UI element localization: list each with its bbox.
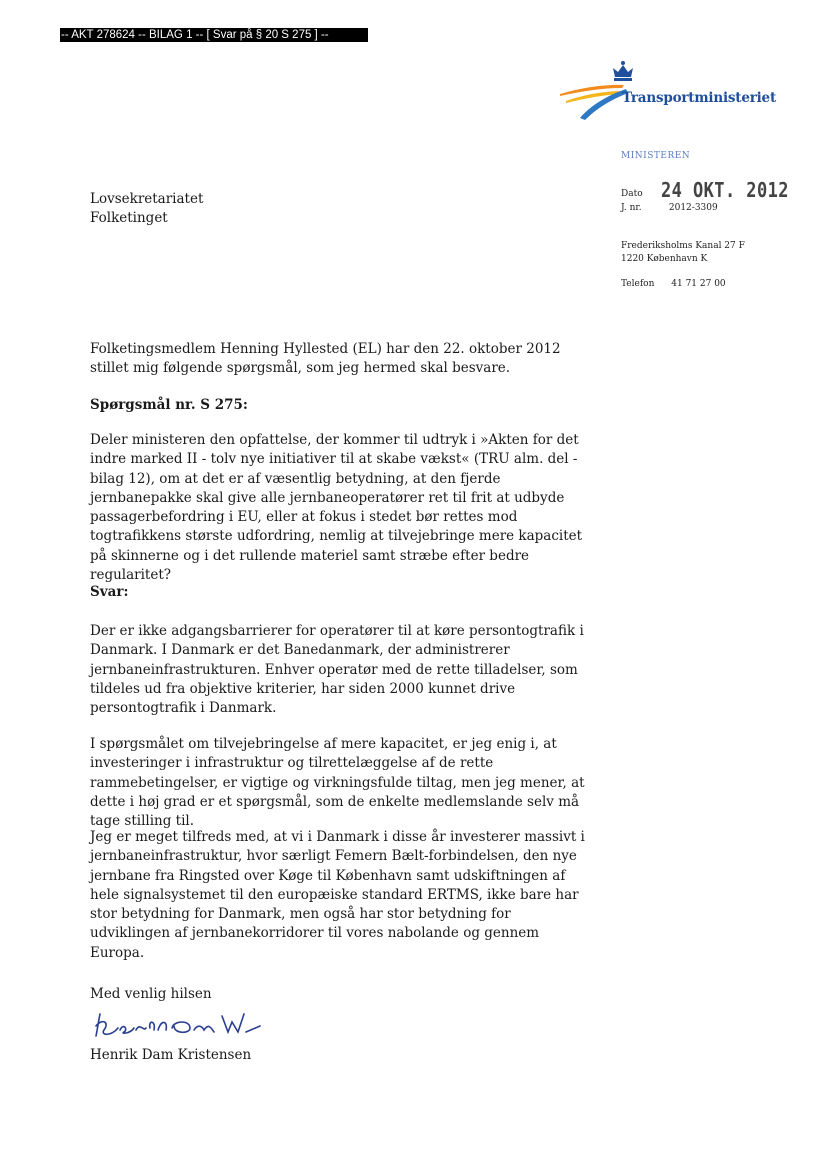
sender-address <box>621 240 745 265</box>
date-row <box>621 189 653 199</box>
phone-label: Telefon <box>621 279 655 289</box>
recipient-line2: Folketinget <box>90 210 168 226</box>
signer-name: Henrik Dam Kristensen <box>90 1047 252 1063</box>
question-paragraph: Deler ministeren den opfattelse, der kommer til udtryk i »Akten for det indre marked II - tolv nye initiativer til at skabe vækst« (TRU alm. del - bilag 12), om at det er af væsentlig betydning, at den fjerde jernbanepakke skal give alle jernbaneoperatører ret til frit at udbyde passagerbefordring i EU, eller at fokus i stedet bør rettes mod togtrafikkens største udfordring, nemlig at tilvejebringe mere kapacitet på skinnerne og i det rullende materiel samt stræbe efter bedre regularitet? <box>90 432 583 584</box>
answer-paragraph-2: I spørgsmålet om tilvejebringelse af mere kapacitet, er jeg enig i, at investeringer i infrastruktur og tilrettelæggelse af de rette rammebetingelser, er vigtige og virkningsfulde tiltag, men jeg mener, at dette i høj grad er et spørgsmål, som de enkelte medlemslande selv må tage stilling til. <box>90 736 585 830</box>
crown-icon <box>613 61 633 81</box>
case-banner: -- AKT 278624 -- BILAG 1 -- [ Svar på § 20 S 275 ] -- <box>60 28 368 42</box>
closing: Med venlig hilsen <box>90 986 212 1002</box>
question-heading: Spørgsmål nr. S 275: <box>90 397 248 413</box>
recipient-line1: Lovsekretariatet <box>90 191 204 207</box>
answer-paragraph-3: Jeg er meget tilfreds med, at vi i Danmark i disse år investerer massivt i jernbaneinfrastruktur, hvor særligt Femern Bælt-forbindelsen, den nye jernbane fra Ringsted over Køge til København samt udskiftningen af hele signalsystemet til den europæiske standard ERTMS, ikke bare har stor betydning for Danmark, men også har stor betydning for udviklingen af jernbanekorridorer til vores nabolande og gennem Europa. <box>90 829 585 961</box>
date-stamp: 24 OKT. 2012 <box>661 178 789 202</box>
phone-row <box>621 279 726 289</box>
phone-value: 41 71 27 00 <box>671 279 726 289</box>
jnr-label: J. nr. <box>621 203 642 213</box>
recipient-block <box>90 190 203 228</box>
address-line2: 1220 København K <box>621 253 708 264</box>
answer-paragraph-1: Der er ikke adgangsbarrierer for operatører til at køre persontogtrafik i Danmark. I Danmark er det Banedanmark, der administrerer jernbaneinfrastrukturen. Enhver operatør med de rette tilladelser, som tildeles ud fra objektive kriterier, har siden 2000 kunnet drive persontogtrafik i Danmark. <box>90 623 584 717</box>
jnr-value: 2012-3309 <box>668 203 718 213</box>
answer-heading: Svar: <box>90 584 129 600</box>
address-line1: Frederiksholms Kanal 27 F <box>621 241 745 251</box>
date-label: Dato <box>621 189 643 199</box>
handwritten-signature <box>90 1008 270 1042</box>
jnr-row <box>621 203 718 213</box>
intro-paragraph: Folketingsmedlem Henning Hyllested (EL) har den 22. oktober 2012 stillet mig følgende spørgsmål, som jeg hermed skal besvare. <box>90 341 561 377</box>
ministry-name: Transportministeriet <box>622 90 776 106</box>
sender-department: MINISTEREN <box>621 151 691 161</box>
